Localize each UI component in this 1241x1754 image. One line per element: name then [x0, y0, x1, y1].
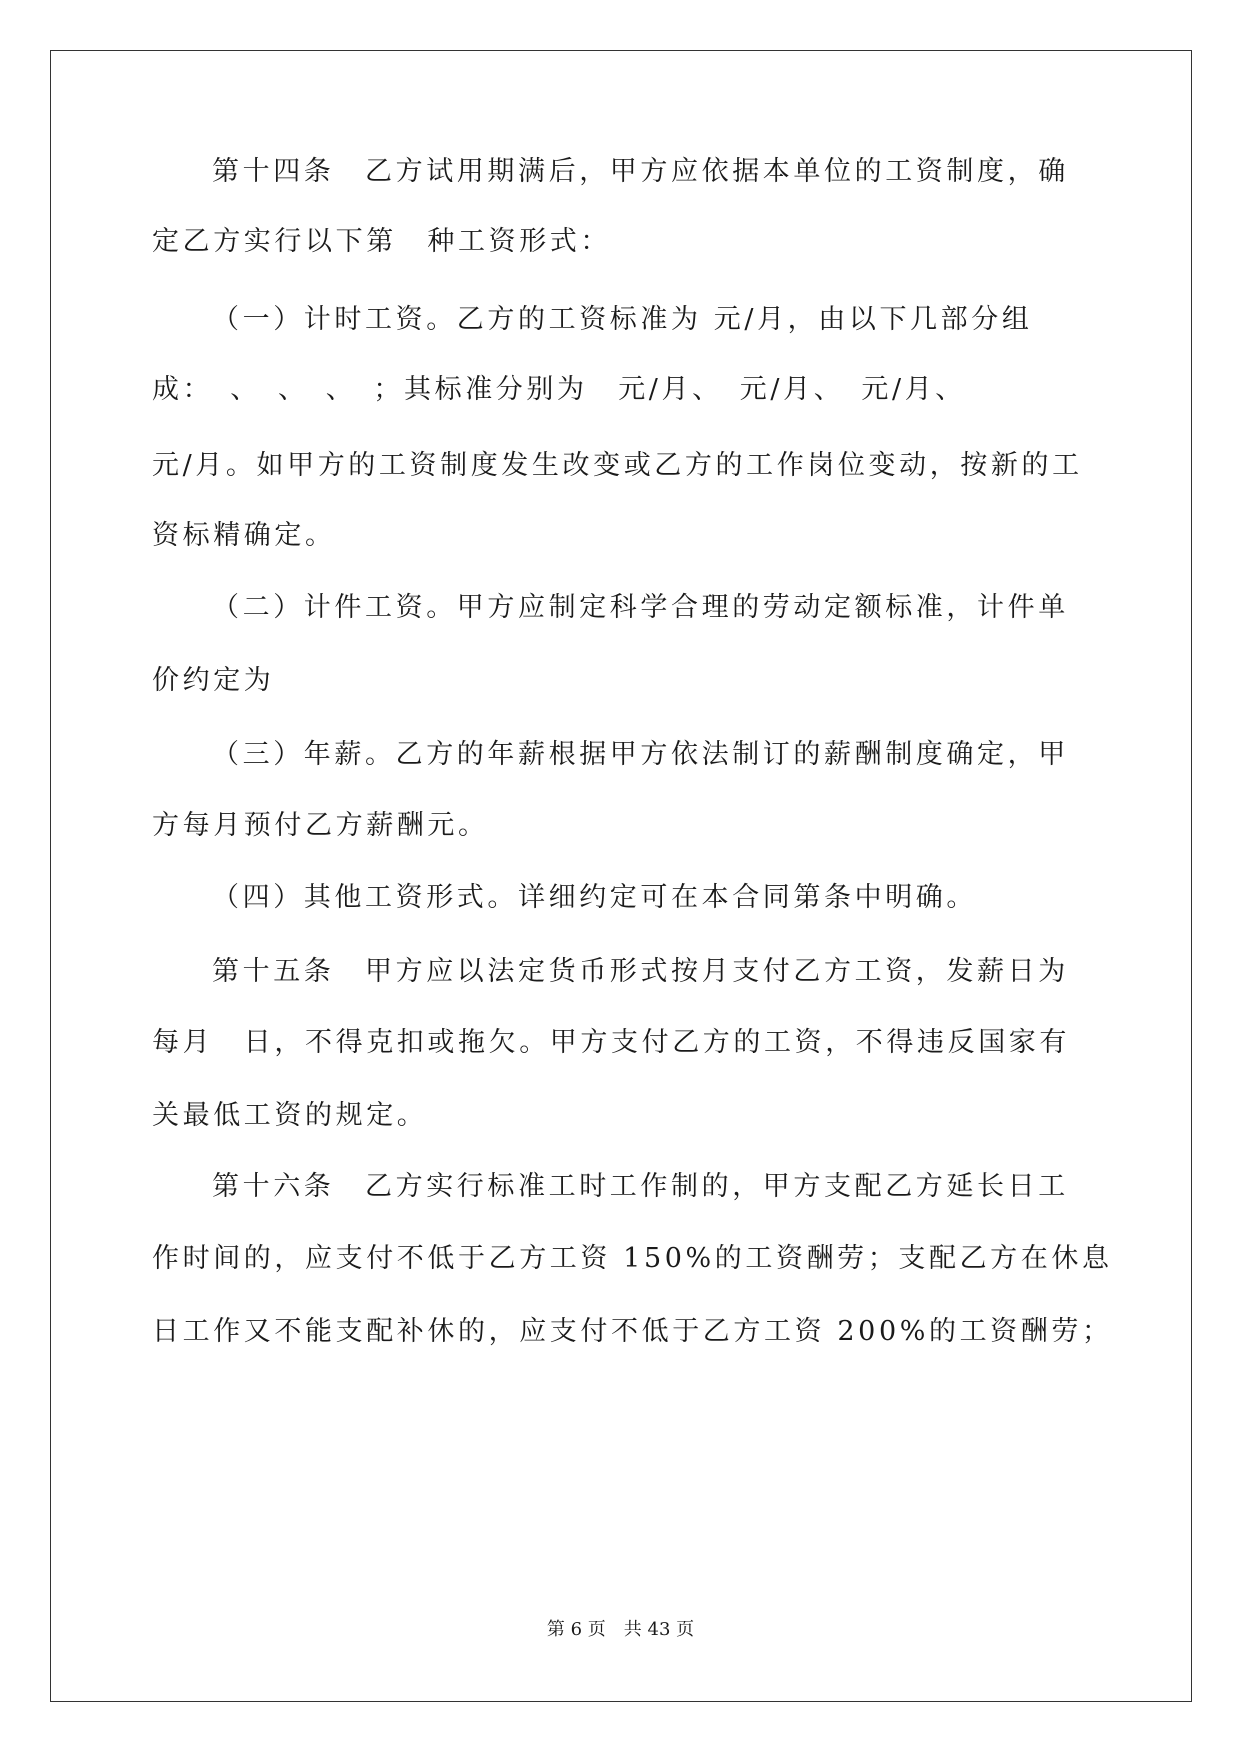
- text-line-item-3: （三）年薪。乙方的年薪根据甲方依法制订的薪酬制度确定，甲: [212, 739, 1069, 770]
- text-line-article-15: 第十五条 甲方应以法定货币形式按月支付乙方工资，发薪日为: [212, 956, 1069, 987]
- text-line: 价约定为: [152, 665, 275, 696]
- text-line: 日工作又不能支配补休的，应支付不低于乙方工资 200%的工资酬劳；: [152, 1316, 1113, 1347]
- text-line: 作时间的，应支付不低于乙方工资 150%的工资酬劳；支配乙方在休息: [152, 1243, 1113, 1274]
- page-border: [50, 50, 1192, 1702]
- text-line: 成： 、 、 、 ；其标准分别为 元/月、 元/月、 元/月、: [152, 374, 966, 405]
- text-line-item-2: （二）计件工资。甲方应制定科学合理的劳动定额标准，计件单: [212, 592, 1069, 623]
- text-line: 方每月预付乙方薪酬元。: [152, 810, 489, 841]
- text-line: 关最低工资的规定。: [152, 1100, 428, 1131]
- text-line-item-4: （四）其他工资形式。详细约定可在本合同第条中明确。: [212, 882, 977, 913]
- text-line: 元/月。如甲方的工资制度发生改变或乙方的工作岗位变动，按新的工: [152, 450, 1083, 481]
- page-number-footer: 第 6 页 共 43 页: [546, 1619, 695, 1640]
- text-line: 定乙方实行以下第 种工资形式：: [152, 226, 611, 257]
- text-line-article-16: 第十六条 乙方实行标准工时工作制的，甲方支配乙方延长日工: [212, 1171, 1069, 1202]
- text-line-item-1: （一）计时工资。乙方的工资标准为 元/月，由以下几部分组: [212, 304, 1033, 335]
- text-line: 资标精确定。: [152, 520, 336, 551]
- text-line-article-14: 第十四条 乙方试用期满后，甲方应依据本单位的工资制度，确: [212, 156, 1069, 187]
- text-line: 每月 日，不得克扣或拖欠。甲方支付乙方的工资，不得违反国家有: [152, 1027, 1070, 1058]
